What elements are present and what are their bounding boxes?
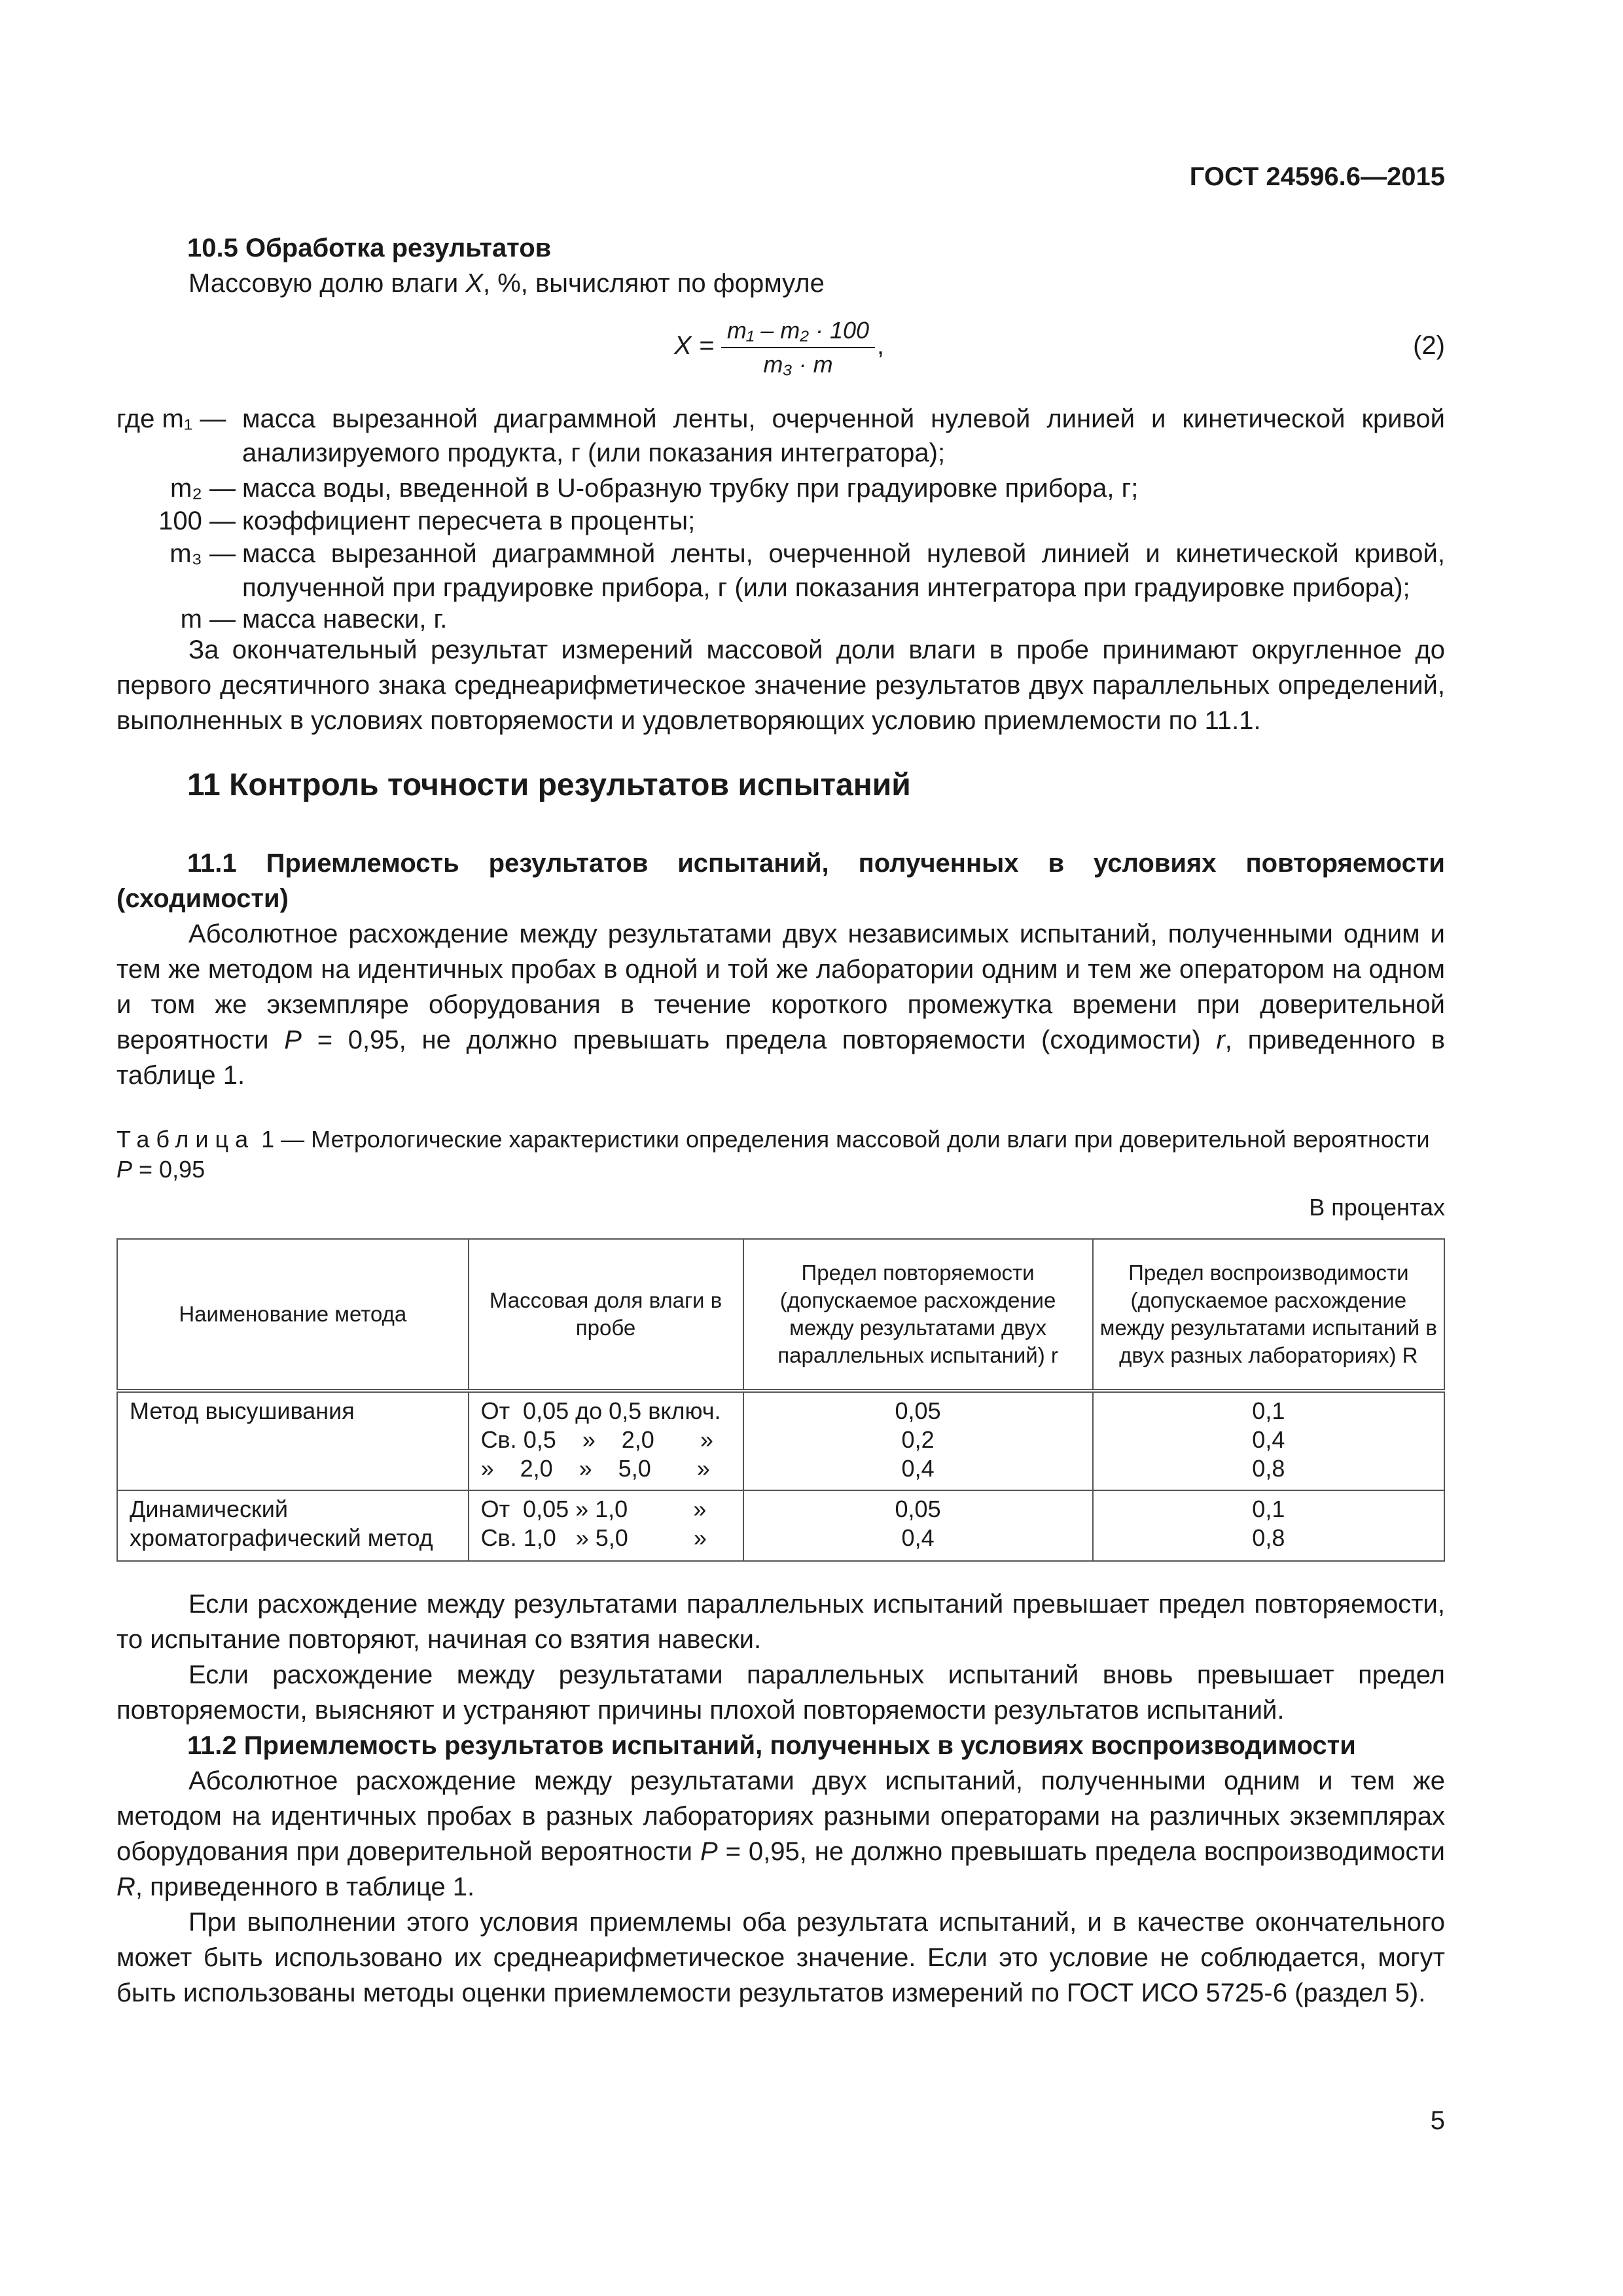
section-11-2-paragraph: Абсолютное расхождение между результатами двух испытаний, полученными одним и тем же методом на идентичных пробах в разных лабораториях разными операторами на различных экземплярах оборудования при доверительной вероятности P = 0,95, не должно превышать предела воспроизводимости R, приведенного в таблице 1. [116, 1767, 1445, 1901]
cell-ranges: От 0,05 до 0,5 включ. Св. 0,5 » 2,0 » » 2,0 » 5,0 » [469, 1391, 743, 1490]
table-header-row [117, 1239, 1444, 1391]
header-method: Наименование метода [117, 1239, 469, 1391]
where-item-m1: где m₁ — масса вырезанной диаграммной ленты, очерченной нулевой линией и кинетической кривой анализируемого продукта, г (или показания интегратора); [116, 404, 1445, 467]
section-11-1-title: 11.1 Приемлемость результатов испытаний, полученных в условиях повторяемости (сходимости) [116, 849, 1445, 913]
formula-denominator: m₃ · m [763, 351, 833, 378]
header-repeatability: Предел повторяемости (допускаемое расхождение между результатами двух параллельных испытаний) r [743, 1239, 1093, 1391]
section-11-2-paragraph-2: При выполнении этого условия приемлемы оба результата испытаний, и в качестве окончательного может быть использовано их среднеарифметическое значение. Если это условие не соблюдается, могут быть использованы методы оценки приемлемости результатов измерений по ГОСТ ИСО 5725-6 (раздел 5). [116, 1908, 1445, 2007]
metrology-table [116, 1238, 1445, 1562]
section-11-title: 11 Контроль точности результатов испытаний [187, 768, 911, 802]
cell-reproducibility: 0,1 0,4 0,8 [1093, 1391, 1444, 1490]
cell-method: Метод высушивания [117, 1391, 469, 1490]
cell-repeatability: 0,05 0,2 0,4 [743, 1391, 1093, 1490]
formula-comma: , [877, 331, 885, 360]
repeat-test-paragraph: Если расхождение между результатами параллельных испытаний превышает предел повторяемости, то испытание повторяют, начиная со взятия навески. [116, 1590, 1445, 1654]
after-table-paragraphs [116, 1587, 1445, 1728]
cell-reproducibility: 0,1 0,8 [1093, 1490, 1444, 1561]
page-number: 5 [1430, 2106, 1445, 2135]
cell-ranges: От 0,05 » 1,0 » Св. 1,0 » 5,0 » [469, 1490, 743, 1561]
formula-numerator: m₁ – m₂ · 100 [721, 317, 875, 348]
table-units: В процентах [1309, 1194, 1445, 1221]
section-11 [116, 766, 1445, 805]
formula-2 [116, 317, 1445, 389]
where-item-m: m — масса навески, г. [180, 605, 448, 634]
formula-fraction [721, 317, 875, 378]
where-item-m2: m₂ — масса воды, введенной в U-образную трубку при градуировке прибора, г; [170, 474, 1139, 503]
table-1-block [116, 1124, 1445, 1562]
where-item-m3: m₃ — масса вырезанной диаграммной ленты, очерченной нулевой линией и кинетической кривой, полученной при градуировке прибора, г (или показания интегратора при градуировке прибора); [169, 539, 1445, 602]
cell-repeatability: 0,05 0,4 [743, 1490, 1093, 1561]
standard-header: ГОСТ 24596.6—2015 [1189, 162, 1445, 191]
section-11-1-paragraph: Абсолютное расхождение между результатами двух независимых испытаний, полученными одним и тем же методом на идентичных пробах в одной и той же лаборатории одним и тем же оператором на одном и том же экземпляре оборудования в течение короткого промежутка времени при доверительной вероятности P = 0,95, не должно превышать предела повторяемости (сходимости) r, приведенного в таблице 1. [116, 920, 1445, 1090]
header-mass-fraction: Массовая доля влаги в пробе [469, 1239, 743, 1391]
header-reproducibility: Предел воспроизводимости (допускаемое расхождение между результатами испытаний в двух разных лабораториях) R [1093, 1239, 1444, 1391]
table-caption: Таблица 1 — Метрологические характеристики определения массовой доли влаги при доверительной вероятности P = 0,95 [116, 1126, 1430, 1183]
table-row [117, 1391, 1444, 1490]
section-10-5-title: 10.5 Обработка результатов [187, 234, 552, 262]
section-11-2 [116, 1728, 1445, 2011]
cell-method: Динамический хроматографический метод [117, 1490, 469, 1561]
section-11-1 [116, 846, 1445, 1093]
document-page [116, 0, 1445, 2296]
formula-number: (2) [1413, 331, 1445, 360]
formula-lhs: X = [674, 331, 715, 360]
where-item-100: 100 — коэффициент пересчета в проценты; [158, 507, 696, 535]
table-row [117, 1490, 1444, 1561]
poor-repeatability-paragraph: Если расхождение между результатами параллельных испытаний вновь превышает предел повторяемости, выясняют и устраняют причины плохой повторяемости результатов испытаний. [116, 1660, 1445, 1725]
formula-intro: Массовую долю влаги X, %, вычисляют по формуле [188, 269, 825, 298]
section-11-2-title: 11.2 Приемлемость результатов испытаний, полученных в условиях воспроизводимости [187, 1731, 1356, 1760]
section-10-5 [116, 230, 1445, 301]
final-result-paragraph: За окончательный результат измерений массовой доли влаги в пробе принимают округленное до первого десятичного знака среднеарифметическое значение результатов двух параллельных определений, выполненных в условиях повторяемости и удовлетворяющих условию приемлемости по 11.1. [116, 636, 1445, 735]
